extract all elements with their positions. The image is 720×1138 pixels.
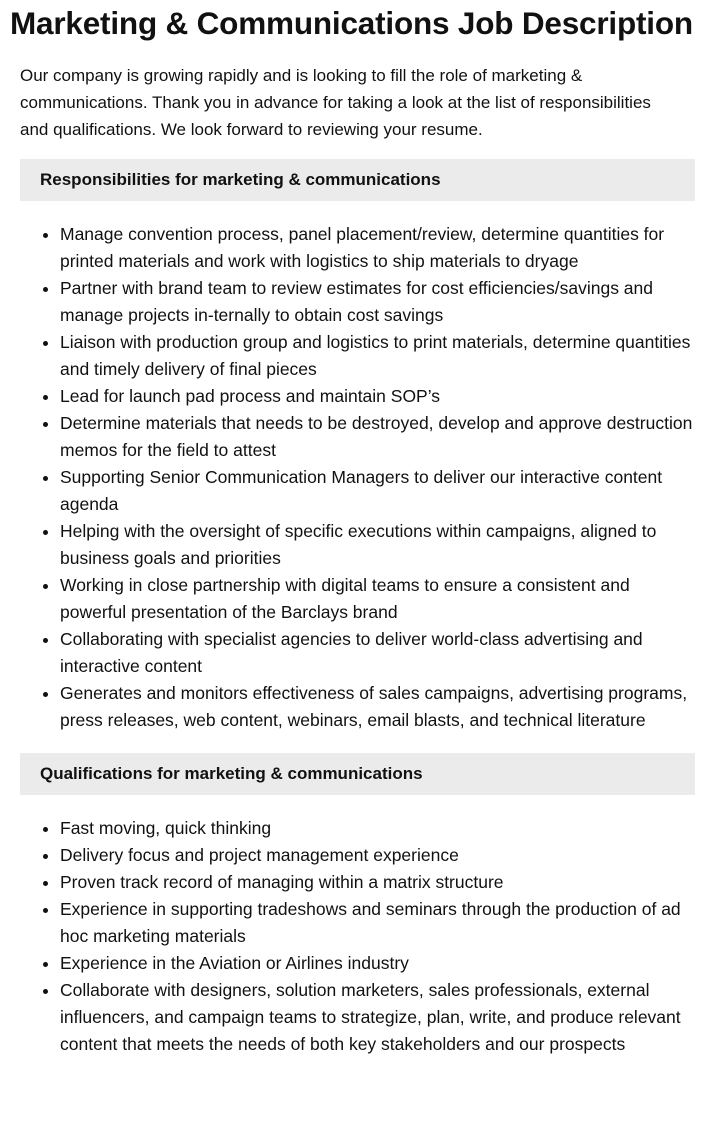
list-item: • Supporting Senior Communication Managers to deliver our interactive content agenda [60,464,700,518]
intro-paragraph: Our company is growing rapidly and is looking to fill the role of marketing & communications. Thank you in advance for taking a look at the list of responsibilities and qualifications. We look forward to reviewing your resume. [20,66,651,139]
list-item: • Manage convention process, panel placement/review, determine quantities for printed materials and work with logistics to ship materials to dryage [60,221,700,275]
responsibilities-heading: Responsibilities for marketing & communications [20,159,695,201]
list-item: • Delivery focus and project management experience [60,842,700,869]
list-item: • Proven track record of managing within a matrix structure [60,869,700,896]
list-item: • Partner with brand team to review estimates for cost efficiencies/savings and manage projects in-ternally to obtain cost savings [60,275,700,329]
list-item: • Collaborate with designers, solution marketers, sales professionals, external influencers, and campaign teams to strategize, plan, write, and produce relevant content that meets the needs of both key stakeholders and our prospects [60,977,700,1058]
list-item: • Helping with the oversight of specific executions within campaigns, aligned to business goals and priorities [60,518,700,572]
list-item: • Fast moving, quick thinking [60,815,700,842]
page-title: Marketing & Communications Job Description [10,5,693,41]
list-item: • Generates and monitors effectiveness of sales campaigns, advertising programs, press releases, web content, webinars, email blasts, and technical literature [60,680,700,734]
qualifications-list [0,815,700,1058]
list-item: • Working in close partnership with digital teams to ensure a consistent and powerful presentation of the Barclays brand [60,572,700,626]
list-item: • Determine materials that needs to be destroyed, develop and approve destruction memos for the field to attest [60,410,700,464]
qualifications-heading: Qualifications for marketing & communications [20,753,695,795]
list-item: • Experience in the Aviation or Airlines industry [60,950,700,977]
list-item: • Lead for launch pad process and maintain SOP’s [60,383,700,410]
list-item: • Collaborating with specialist agencies to deliver world-class advertising and interactive content [60,626,700,680]
responsibilities-list [0,221,700,734]
list-item: • Liaison with production group and logistics to print materials, determine quantities and timely delivery of final pieces [60,329,700,383]
list-item: • Experience in supporting tradeshows and seminars through the production of ad hoc marketing materials [60,896,700,950]
